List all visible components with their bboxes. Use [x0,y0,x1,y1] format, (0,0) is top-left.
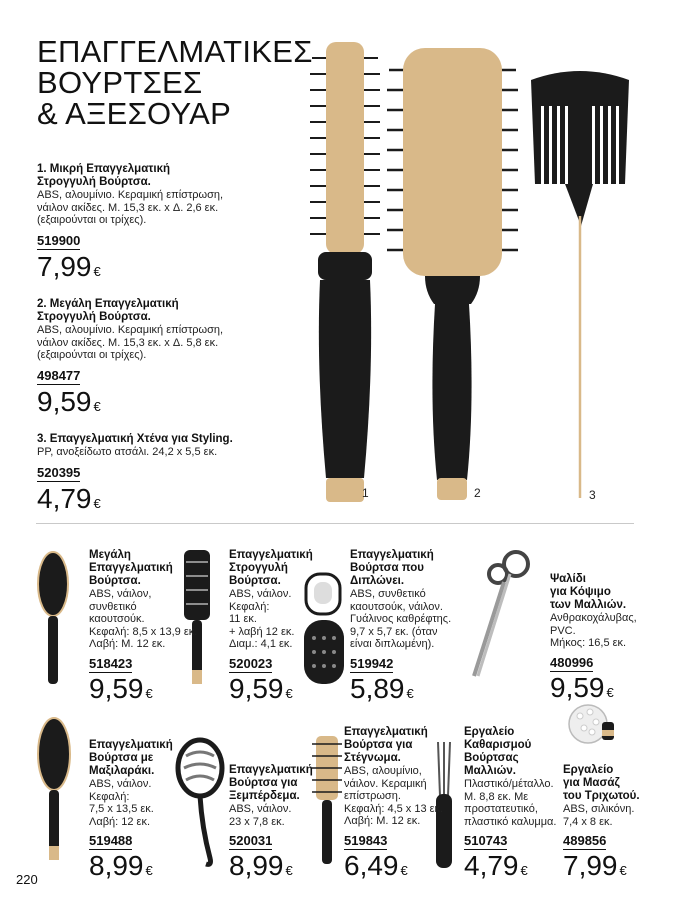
product-desc: 11 εκ. [229,613,257,625]
product-name: Επαγγελματική [89,739,173,751]
product-name: Βούρτσα. [89,575,141,587]
product-desc: Ανθρακοχάλυβας, [550,612,637,624]
product-desc: ABS, σιλικόνη. [563,803,635,815]
product-price: 5,89 € [350,672,414,704]
product-code: 520395 [37,464,81,480]
product-name: Βούρτσα που [350,562,424,574]
product-desc: PVC. [550,624,576,637]
product-name: Καθαρισμού [464,739,532,751]
product-desc: (εξαιρούνται οι τρίχες). [37,214,147,226]
product-519900 [37,163,287,286]
product-desc: είναι διπλωμένη). [350,638,435,650]
product-price: 4,79 € [37,482,101,514]
product-desc: νάιλον. Κεραμική [344,777,427,790]
product-name: Επαγγελματική [344,726,428,738]
product-code: 520023 [229,655,273,671]
product-name: Στέγνωμα. [344,752,401,764]
product-name: του Τριχωτού. [563,790,640,802]
product-code: 480996 [550,654,594,670]
product-name: Ξεμπέρδεμα. [229,790,300,802]
product-desc: Κεφαλή: 4,5 x 13 εκ. [344,802,444,815]
image-number-2: 2 [474,486,481,500]
product-name: Μαλλιών. [464,765,516,777]
product-desc: συνθετικό [89,600,137,613]
product-489856 [563,764,663,885]
product-desc: 9,7 x 5,7 εκ. (όταν [350,625,438,638]
product-price: 8,99 € [89,850,153,881]
product-price: 9,59 € [229,672,293,704]
product-desc: 7,4 x 8 εκ. [563,815,613,828]
product-name: 3. Επαγγελματική Χτένα για Styling. [37,433,233,445]
product-name: Στρογγυλή [229,562,288,574]
product-price: 4,79 € [464,850,528,881]
small-round-brush-image [300,38,390,508]
product-desc: PP, ανοξείδωτο ατσάλι. 24,2 x 5,5 εκ. [37,446,218,458]
product-price: 9,59 € [89,672,153,704]
product-name: των Μαλλιών. [550,599,627,611]
title-line-1: ΕΠΑΓΓΕΛΜΑΤΙΚΕΣ [37,34,313,69]
product-desc: Λαβή: Μ. 12 εκ. [89,638,166,650]
product-name: Επαγγελματική [229,764,313,776]
product-desc: Μ. 8,8 εκ. Με [464,790,529,803]
product-code: 498477 [37,367,81,383]
product-desc: επίστρωση. [344,790,401,802]
product-desc: Κεφαλή: 8,5 x 13,9 εκ. [89,625,198,638]
product-name: για Μασάζ [563,777,620,789]
product-price: 7,99 € [563,850,627,881]
image-number-1: 1 [362,486,369,500]
product-name: Βούρτσα. [229,575,281,587]
product-code: 510743 [464,833,508,848]
product-code: 518423 [89,655,133,671]
product-name: Επαγγελματική [89,562,173,574]
product-name: Διπλώνει. [350,575,405,587]
product-510743 [464,726,564,885]
product-price: 9,59 € [37,385,101,417]
page-number: 220 [16,872,38,887]
product-name: Επαγγελματική [350,549,434,561]
product-desc: Μήκος: 16,5 εκ. [550,637,627,649]
product-519488 [89,739,189,885]
product-desc: Κεφαλή: [229,600,270,613]
product-518423 [89,549,199,708]
product-desc: νάιλον ακίδες. Μ. 15,3 εκ. x Δ. 5,8 εκ. [37,336,219,349]
product-desc: Γυάλινος καθρέφτης. [350,613,452,625]
product-480996 [550,573,660,707]
paddle-brush-image [36,550,70,690]
product-desc: ABS, αλουμίνιο, [344,765,422,777]
scissors-image [468,548,538,682]
product-desc: 23 x 7,8 εκ. [229,815,285,828]
title-line-3: & ΑΞΕΣΟΥΑΡ [37,96,232,131]
product-519942 [350,549,470,708]
product-price: 7,99 € [37,250,101,282]
product-name: Στρογγυλή Βούρτσα. [37,311,151,323]
title-line-2: ΒΟΥΡΤΣΕΣ [37,65,203,100]
product-name: Βούρτσας [464,752,519,764]
product-name: Ψαλίδι [550,573,586,585]
product-desc: καουτσούκ, νάιλον. [350,600,443,613]
product-desc: 7,5 x 13,5 εκ. [89,803,154,815]
cushion-brush-image [36,716,72,866]
product-519843 [344,726,454,885]
section-divider [36,523,634,524]
product-desc: Λαβή: 12 εκ. [89,815,151,828]
product-desc: καουτσούκ. [89,613,145,625]
product-name: Στρογγυλή Βούρτσα. [37,176,151,188]
product-code: 519942 [350,655,394,671]
product-name: 1. Μικρή Επαγγελματική [37,163,171,175]
product-price: 6,49 € [344,849,408,881]
product-520395 [37,433,297,518]
image-number-3: 3 [589,488,596,502]
product-desc: ABS, νάιλον. [89,778,152,790]
large-round-brush-image [385,42,520,504]
product-desc: προστατευτικό, [464,803,538,815]
product-desc: πλαστικό καλυμμα. [464,815,557,828]
product-desc: ABS, νάιλον. [229,803,292,815]
product-desc: ABS, συνθετικό [350,588,426,600]
product-desc: ABS, αλουμίνιο. Κεραμική επίστρωση, [37,324,224,336]
product-desc: ABS, νάιλον, [89,588,152,600]
product-code: 489856 [563,833,607,848]
product-name: Βούρτσα για [344,739,413,751]
product-498477 [37,298,287,421]
scalp-massager-image [566,700,616,750]
product-name: Επαγγελματική [229,549,313,561]
product-desc: ABS, νάιλον. [229,588,292,600]
product-name: Εργαλείο [563,764,614,776]
product-desc: (εξαιρούνται οι τρίχες). [37,349,147,361]
product-name: Βούρτσα για [229,777,298,789]
product-code: 519488 [89,833,133,848]
page-title [37,36,313,129]
product-code: 520031 [229,833,273,848]
product-name: 2. Μεγάλη Επαγγελματική [37,298,179,310]
product-name: Μεγάλη [89,549,131,561]
product-desc: Διαμ.: 4,1 εκ. [229,638,293,650]
product-desc: νάιλον ακίδες. Μ. 15,3 εκ. x Δ. 2,6 εκ. [37,201,219,214]
product-desc: ABS, αλουμίνιο. Κεραμική επίστρωση, [37,189,224,201]
product-name: Βούρτσα με [89,752,154,764]
product-price: 9,59 € [550,671,614,703]
product-520031 [229,764,329,885]
product-desc: Πλαστικό/μέταλλο. [464,778,554,790]
product-name: Εργαλείο [464,726,515,738]
product-price: 8,99 € [229,850,293,881]
product-desc: + λαβή 12 εκ. [229,625,295,638]
product-520023 [229,549,329,708]
product-desc: Κεφαλή: [89,790,130,803]
styling-comb-image [525,66,635,502]
product-code: 519900 [37,232,81,248]
product-desc: Λαβή: Μ. 12 εκ. [344,815,421,827]
product-name: Μαξιλαράκι. [89,765,155,777]
product-name: για Κόψιμο [550,586,611,598]
product-code: 519843 [344,832,388,848]
